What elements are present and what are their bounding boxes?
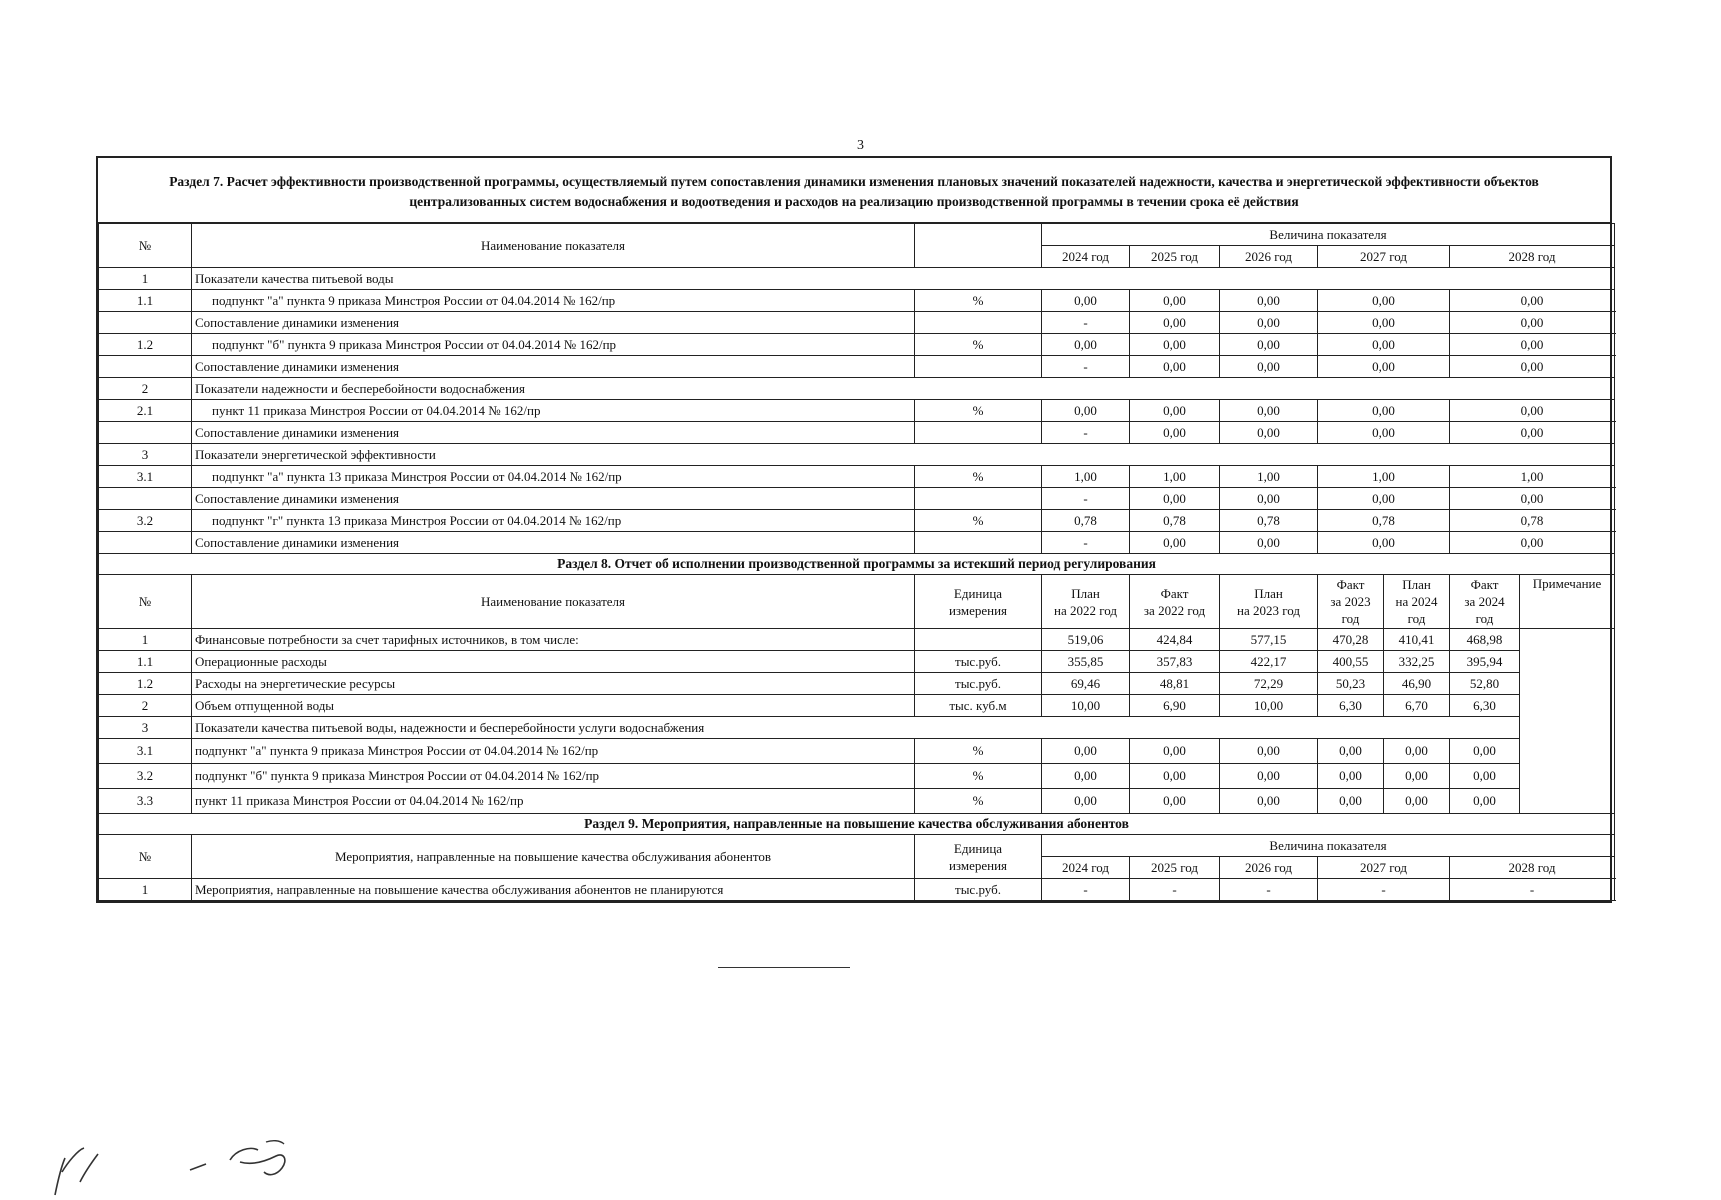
s7-row-num: 1.2 (99, 334, 192, 356)
s7-table-row (99, 532, 1615, 554)
s7-row-unit: % (915, 334, 1042, 356)
s8-note-cell (1520, 629, 1615, 814)
s8-header-unit-line: Единица (953, 585, 1003, 601)
s7-table-row (99, 444, 1615, 466)
s7-row-value: - (1042, 532, 1130, 554)
s8-row-value: 577,15 (1220, 629, 1318, 651)
s8-row-value: 0,00 (1384, 739, 1450, 764)
s9-row-value: - (1130, 879, 1220, 901)
s7-row-value: 0,00 (1450, 334, 1615, 356)
s8-row-value: 0,00 (1042, 739, 1130, 764)
s7-row-value: 0,00 (1220, 400, 1318, 422)
s8-row-name: Финансовые потребности за счет тарифных источников, в том числе: (192, 629, 915, 651)
s7-header-year: 2027 год (1318, 246, 1450, 268)
main-table (98, 223, 1615, 901)
s8-row-num: 3.3 (99, 789, 192, 814)
s8-row-num: 3.1 (99, 739, 192, 764)
s7-row-value: 0,00 (1318, 356, 1450, 378)
s9-header-unit (915, 835, 1042, 879)
s8-header-col (1130, 575, 1220, 629)
s8-row-value: 0,00 (1318, 764, 1384, 789)
s7-row-value: 0,00 (1130, 532, 1220, 554)
s8-header-col-line: за 2023 (1330, 594, 1371, 609)
s8-header-col-line: на 2022 год (1054, 602, 1117, 618)
s8-row-value: 519,06 (1042, 629, 1130, 651)
s7-table-row (99, 488, 1615, 510)
s7-row-value: 0,78 (1318, 510, 1450, 532)
s7-row-unit (915, 312, 1042, 334)
s7-row-value: 1,00 (1220, 466, 1318, 488)
s7-row-value: 1,00 (1318, 466, 1450, 488)
s7-row-num: 3.1 (99, 466, 192, 488)
s7-header-unit (915, 224, 1042, 268)
section9-title: Раздел 9. Мероприятия, направленные на повышение качества обслуживания абонентов (99, 814, 1615, 835)
s9-header-year: 2024 год (1042, 857, 1130, 879)
s8-row-value: 69,46 (1042, 673, 1130, 695)
s8-row-value: 400,55 (1318, 651, 1384, 673)
s8-header-col (1042, 575, 1130, 629)
s7-table-row (99, 290, 1615, 312)
s7-header-year: 2024 год (1042, 246, 1130, 268)
s7-row-unit (915, 488, 1042, 510)
s8-row-value: 0,00 (1130, 739, 1220, 764)
s8-row-name: подпункт "а" пункта 9 приказа Минстроя России от 04.04.2014 № 162/пр (192, 739, 915, 764)
s7-row-value: 0,78 (1220, 510, 1318, 532)
s7-row-value: 0,00 (1450, 422, 1615, 444)
s7-row-value: 0,00 (1130, 356, 1220, 378)
s7-row-value: 0,00 (1220, 532, 1318, 554)
s8-row-num: 1 (99, 629, 192, 651)
s7-table-row (99, 356, 1615, 378)
s7-row-name: Сопоставление динамики изменения (192, 532, 915, 554)
s7-row-value: 0,00 (1220, 422, 1318, 444)
s8-header-col-line: План (1402, 577, 1431, 592)
s8-row-unit: % (915, 764, 1042, 789)
s7-table-row (99, 510, 1615, 532)
s7-row-num: 1.1 (99, 290, 192, 312)
s7-row-value: 0,00 (1450, 290, 1615, 312)
s8-row-name: пункт 11 приказа Минстроя России от 04.04.2014 № 162/пр (192, 789, 915, 814)
s7-row-name: Показатели качества питьевой воды (192, 268, 1615, 290)
s7-row-unit (915, 532, 1042, 554)
s9-row-value: - (1450, 879, 1615, 901)
s7-row-name: Сопоставление динамики изменения (192, 312, 915, 334)
s7-row-value: 0,00 (1130, 334, 1220, 356)
s7-row-num (99, 488, 192, 510)
s8-header-name: Наименование показателя (192, 575, 915, 629)
s8-header-col (1450, 575, 1520, 629)
s7-row-name: подпункт "б" пункта 9 приказа Минстроя России от 04.04.2014 № 162/пр (192, 334, 915, 356)
s8-header-unit (915, 575, 1042, 629)
s8-row-value: 72,29 (1220, 673, 1318, 695)
s8-row-num: 3.2 (99, 764, 192, 789)
s7-row-value: 0,00 (1450, 532, 1615, 554)
s8-header-col-line: год (1407, 611, 1426, 626)
s8-header-unit-line: измерения (948, 602, 1008, 618)
s8-table-row (99, 695, 1615, 717)
s8-row-unit: тыс. куб.м (915, 695, 1042, 717)
s8-row-value: 50,23 (1318, 673, 1384, 695)
s7-row-name: Сопоставление динамики изменения (192, 488, 915, 510)
s8-row-unit (915, 629, 1042, 651)
s7-row-value: 0,00 (1220, 334, 1318, 356)
s7-row-unit: % (915, 466, 1042, 488)
s8-row-value: 0,00 (1384, 764, 1450, 789)
s8-table-row (99, 789, 1615, 814)
s7-header-year: 2028 год (1450, 246, 1615, 268)
s7-row-value: 0,00 (1450, 356, 1615, 378)
s8-row-value: 0,00 (1450, 789, 1520, 814)
s7-table-row (99, 422, 1615, 444)
s7-row-name: Сопоставление динамики изменения (192, 422, 915, 444)
s8-row-unit: тыс.руб. (915, 673, 1042, 695)
s7-row-value: 0,00 (1450, 312, 1615, 334)
s7-header-value-group: Величина показателя (1042, 224, 1615, 246)
s8-table-row (99, 717, 1615, 739)
s8-row-value: 6,70 (1384, 695, 1450, 717)
s9-row-unit: тыс.руб. (915, 879, 1042, 901)
s8-row-value: 357,83 (1130, 651, 1220, 673)
s8-header-col-line: Факт (1336, 577, 1365, 592)
s8-row-name: Операционные расходы (192, 651, 915, 673)
s8-row-value: 6,30 (1318, 695, 1384, 717)
s8-header-col-line: на 2024 (1395, 594, 1438, 609)
s7-table-row (99, 268, 1615, 290)
s9-table-row (99, 879, 1615, 901)
s8-header-col (1220, 575, 1318, 629)
s9-row-value: - (1220, 879, 1318, 901)
s9-header-value-group: Величина показателя (1042, 835, 1615, 857)
s8-row-num: 1.2 (99, 673, 192, 695)
s8-header-col-line: Факт (1470, 577, 1499, 592)
s7-row-value: 0,78 (1042, 510, 1130, 532)
s8-header-note: Примечание (1520, 575, 1615, 629)
s7-row-name: подпункт "а" пункта 13 приказа Минстроя России от 04.04.2014 № 162/пр (192, 466, 915, 488)
s7-row-value: 0,00 (1130, 400, 1220, 422)
s9-header-name: Мероприятия, направленные на повышение качества обслуживания абонентов (192, 835, 915, 879)
s7-row-num: 2 (99, 378, 192, 400)
s8-header-col-line: год (1341, 611, 1360, 626)
s7-row-value: 0,00 (1130, 312, 1220, 334)
s7-row-value: 1,00 (1042, 466, 1130, 488)
document-frame (96, 156, 1612, 903)
s7-table-row (99, 334, 1615, 356)
s8-row-value: 468,98 (1450, 629, 1520, 651)
s7-row-value: 0,00 (1450, 400, 1615, 422)
s8-row-value: 0,00 (1318, 789, 1384, 814)
s9-header-unit-line: измерения (948, 857, 1008, 873)
s7-header-year: 2025 год (1130, 246, 1220, 268)
s8-header-col-line: год (1475, 611, 1494, 626)
s7-table-row (99, 400, 1615, 422)
s8-row-value: 48,81 (1130, 673, 1220, 695)
s7-row-value: - (1042, 312, 1130, 334)
s8-row-value: 395,94 (1450, 651, 1520, 673)
s7-row-num: 3.2 (99, 510, 192, 532)
s8-row-value: 0,00 (1318, 739, 1384, 764)
s8-row-name: Объем отпущенной воды (192, 695, 915, 717)
s8-row-value: 422,17 (1220, 651, 1318, 673)
s8-row-value: 410,41 (1384, 629, 1450, 651)
s7-row-value: 0,00 (1220, 312, 1318, 334)
s8-row-value: 0,00 (1130, 764, 1220, 789)
s9-row-value: - (1318, 879, 1450, 901)
s7-row-name: подпункт "г" пункта 13 приказа Минстроя России от 04.04.2014 № 162/пр (192, 510, 915, 532)
s7-row-value: 0,00 (1042, 290, 1130, 312)
s8-row-value: 0,00 (1220, 789, 1318, 814)
s8-row-value: 0,00 (1042, 764, 1130, 789)
s8-header-col-line: за 2024 (1464, 594, 1505, 609)
s8-row-num: 1.1 (99, 651, 192, 673)
s8-row-value: 0,00 (1130, 789, 1220, 814)
s7-row-num: 2.1 (99, 400, 192, 422)
s8-row-unit: % (915, 789, 1042, 814)
s7-row-value: 0,00 (1130, 422, 1220, 444)
section8-title: Раздел 8. Отчет об исполнении производственной программы за истекший период регулирования (99, 554, 1615, 575)
s8-header-num: № (99, 575, 192, 629)
s8-row-name: Показатели качества питьевой воды, надежности и бесперебойности услуги водоснабжения (192, 717, 1520, 739)
s7-row-value: 0,00 (1042, 400, 1130, 422)
s8-row-value: 424,84 (1130, 629, 1220, 651)
s7-row-value: 0,00 (1130, 290, 1220, 312)
s8-row-value: 6,90 (1130, 695, 1220, 717)
s8-table-row (99, 764, 1615, 789)
s8-header-col-line: План (1071, 585, 1100, 601)
s9-header-year: 2026 год (1220, 857, 1318, 879)
s8-row-value: 6,30 (1450, 695, 1520, 717)
s7-row-value: 1,00 (1450, 466, 1615, 488)
s7-row-name: пункт 11 приказа Минстроя России от 04.04.2014 № 162/пр (192, 400, 915, 422)
s7-header-name: Наименование показателя (192, 224, 915, 268)
s9-row-name: Мероприятия, направленные на повышение качества обслуживания абонентов не планируются (192, 879, 915, 901)
s7-row-value: 0,78 (1450, 510, 1615, 532)
s8-row-value: 0,00 (1384, 789, 1450, 814)
s8-row-value: 470,28 (1318, 629, 1384, 651)
s8-row-name: Расходы на энергетические ресурсы (192, 673, 915, 695)
s7-row-name: Показатели энергетической эффективности (192, 444, 1615, 466)
s7-table-row (99, 466, 1615, 488)
s8-header-col-line: за 2022 год (1143, 602, 1206, 618)
s8-row-num: 2 (99, 695, 192, 717)
s8-row-num: 3 (99, 717, 192, 739)
handwritten-signature (40, 1110, 340, 1200)
s7-row-num (99, 312, 192, 334)
s8-row-value: 10,00 (1042, 695, 1130, 717)
s8-header-col-line: Факт (1160, 585, 1189, 601)
s9-header-unit-line: Единица (953, 840, 1003, 856)
s7-row-unit: % (915, 400, 1042, 422)
s7-row-value: 0,00 (1318, 422, 1450, 444)
s8-header-col-line: План (1254, 585, 1283, 601)
s8-row-value: 0,00 (1450, 739, 1520, 764)
s8-row-value: 0,00 (1220, 764, 1318, 789)
s7-row-unit (915, 356, 1042, 378)
s8-table-row (99, 673, 1615, 695)
s7-row-num: 3 (99, 444, 192, 466)
s7-row-num: 1 (99, 268, 192, 290)
s8-row-value: 0,00 (1042, 789, 1130, 814)
s9-header-year: 2028 год (1450, 857, 1615, 879)
s7-row-value: 0,00 (1318, 488, 1450, 510)
s8-row-unit: % (915, 739, 1042, 764)
page-number: 3 (857, 138, 864, 153)
s7-row-value: 0,00 (1220, 488, 1318, 510)
s7-row-value: 0,00 (1318, 334, 1450, 356)
s9-header-num: № (99, 835, 192, 879)
s8-header-col-line: на 2023 год (1237, 602, 1300, 618)
s8-row-value: 0,00 (1220, 739, 1318, 764)
s8-row-name: подпункт "б" пункта 9 приказа Минстроя России от 04.04.2014 № 162/пр (192, 764, 915, 789)
s7-row-num (99, 422, 192, 444)
s7-row-name: подпункт "а" пункта 9 приказа Минстроя России от 04.04.2014 № 162/пр (192, 290, 915, 312)
s8-row-value: 46,90 (1384, 673, 1450, 695)
s7-row-unit: % (915, 290, 1042, 312)
s8-table-row (99, 739, 1615, 764)
s7-row-value: - (1042, 422, 1130, 444)
s8-table-row (99, 651, 1615, 673)
s7-row-value: - (1042, 488, 1130, 510)
s8-row-value: 52,80 (1450, 673, 1520, 695)
s7-row-value: 1,00 (1130, 466, 1220, 488)
s8-row-value: 332,25 (1384, 651, 1450, 673)
s7-row-unit: % (915, 510, 1042, 532)
s7-row-unit (915, 422, 1042, 444)
s8-header-col (1318, 575, 1384, 629)
s7-row-name: Показатели надежности и бесперебойности водоснабжения (192, 378, 1615, 400)
s9-row-value: - (1042, 879, 1130, 901)
s8-row-value: 0,00 (1450, 764, 1520, 789)
s8-header-col (1384, 575, 1450, 629)
s7-table-row (99, 378, 1615, 400)
s7-row-value: 0,00 (1042, 334, 1130, 356)
s7-row-value: 0,00 (1318, 290, 1450, 312)
closing-line (718, 967, 850, 968)
s7-row-value: 0,00 (1318, 312, 1450, 334)
s7-row-value: 0,00 (1318, 532, 1450, 554)
s7-row-value: 0,00 (1130, 488, 1220, 510)
s8-table-row (99, 629, 1615, 651)
s7-row-num (99, 356, 192, 378)
s7-row-value: - (1042, 356, 1130, 378)
s7-header-num: № (99, 224, 192, 268)
s7-row-value: 0,00 (1450, 488, 1615, 510)
s7-row-num (99, 532, 192, 554)
s9-header-year: 2025 год (1130, 857, 1220, 879)
s7-row-value: 0,00 (1220, 290, 1318, 312)
s9-header-year: 2027 год (1318, 857, 1450, 879)
s7-row-value: 0,00 (1220, 356, 1318, 378)
section7-title: Раздел 7. Расчет эффективности производственной программы, осуществляемый путем сопоставления динамики изменения плановых значений показателей надежности, качества и энергетической эффективности объектов централизованных систем водоснабжения и водоотведения и расходов на реализацию производственной программы в течении срока её действия (98, 158, 1610, 223)
s7-row-value: 0,78 (1130, 510, 1220, 532)
s7-row-name: Сопоставление динамики изменения (192, 356, 915, 378)
s8-row-value: 355,85 (1042, 651, 1130, 673)
s7-table-row (99, 312, 1615, 334)
s9-row-num: 1 (99, 879, 192, 901)
s7-header-year: 2026 год (1220, 246, 1318, 268)
s7-row-value: 0,00 (1318, 400, 1450, 422)
s8-row-unit: тыс.руб. (915, 651, 1042, 673)
s8-row-value: 10,00 (1220, 695, 1318, 717)
